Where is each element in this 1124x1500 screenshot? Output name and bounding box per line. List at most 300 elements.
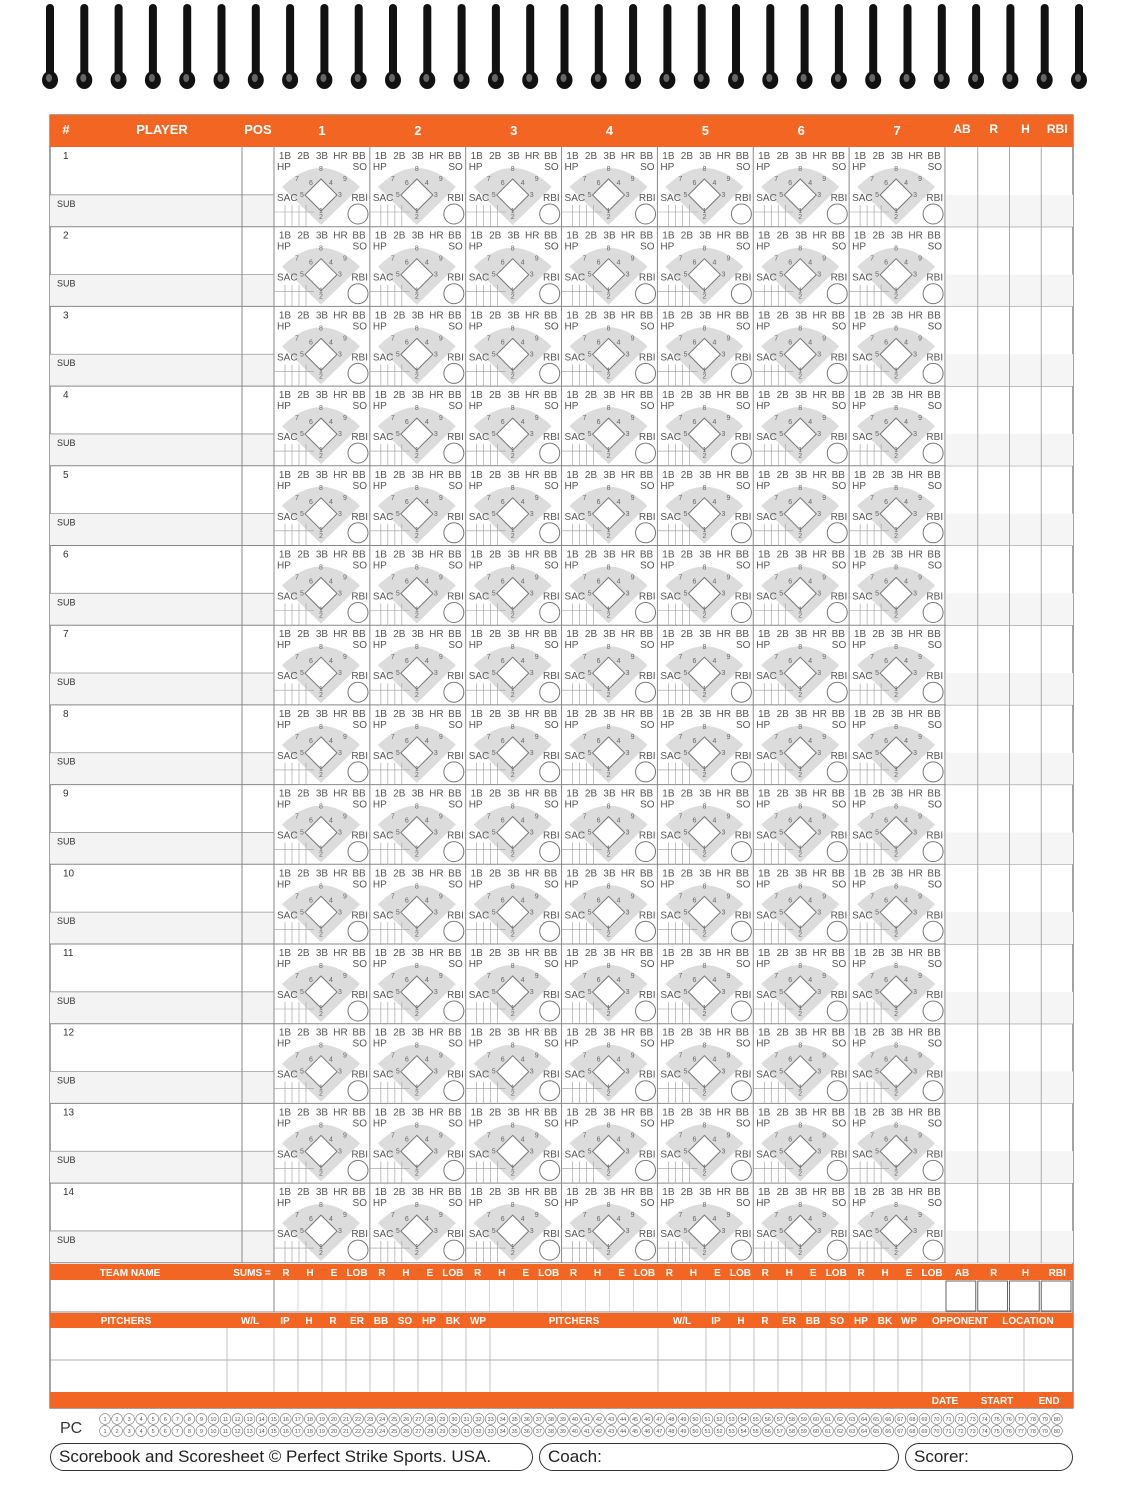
fielder-number: 5 <box>300 1148 304 1156</box>
fielder-number: 1 <box>894 686 899 694</box>
hit-label: 2B <box>680 230 694 242</box>
hit-label: BB <box>352 1027 366 1039</box>
hit-label: HR <box>524 230 540 242</box>
hit-label: BB <box>352 151 366 162</box>
fielder-number: 1 <box>894 208 899 215</box>
rbi-label: RBI <box>447 671 464 683</box>
fielder-number: 9 <box>343 494 347 502</box>
fielder-number: 3 <box>529 192 534 199</box>
fielder-number: 5 <box>779 1228 784 1236</box>
hp-label: HP <box>660 640 675 652</box>
fielder-number: 2 <box>414 373 419 381</box>
sub-row-shade <box>50 832 274 864</box>
pitchers-label-1: PITCHERS <box>100 1316 152 1327</box>
pitch-stat-so: SO <box>829 1316 845 1327</box>
fielder-number: 7 <box>774 1132 779 1140</box>
fielder-number: 8 <box>319 1202 323 1210</box>
fielder-number: 7 <box>870 733 875 741</box>
out-circle <box>827 363 847 383</box>
fielder-number: 6 <box>404 578 409 586</box>
so-label: SO <box>448 321 463 333</box>
hit-label: 1B <box>758 1187 771 1199</box>
sum-stat-lob: LOB <box>538 1268 560 1279</box>
fielder-number: 2 <box>702 532 707 540</box>
at-bat-cell <box>370 629 464 705</box>
fielder-number: 2 <box>510 1011 515 1018</box>
fielder-number: 5 <box>491 271 496 279</box>
fielder-number: 7 <box>486 654 491 662</box>
so-label: SO <box>831 480 847 492</box>
sac-label: SAC <box>372 591 394 603</box>
so-label: SO <box>927 959 943 970</box>
fielder-number: 2 <box>319 612 323 620</box>
so-label: SO <box>735 560 751 572</box>
rbi-label: RBI <box>351 1069 368 1081</box>
fielder-number: 6 <box>692 498 697 506</box>
hit-label: 2B <box>872 788 885 800</box>
fielder-number: 8 <box>702 723 707 731</box>
fielder-number: 7 <box>774 176 779 183</box>
fielder-number: 4 <box>329 419 333 427</box>
hit-label: 3B <box>315 708 329 720</box>
hp-label: HP <box>277 959 291 970</box>
at-bat-cell <box>466 1187 560 1263</box>
fielder-number: 3 <box>625 192 630 199</box>
hit-label: 3B <box>795 390 808 402</box>
out-circle <box>827 443 847 463</box>
hp-label: HP <box>564 401 579 413</box>
fielder-number: 5 <box>683 192 688 199</box>
fielder-number: 6 <box>500 578 505 586</box>
sub-label: SUB <box>57 198 76 209</box>
hit-label: BB <box>544 868 558 880</box>
pc-number: 75 <box>993 1429 1000 1436</box>
hit-label: BB <box>639 948 654 959</box>
fielder-number: 1 <box>702 686 707 694</box>
out-circle <box>923 682 943 702</box>
fielder-number: 8 <box>510 325 515 333</box>
hit-label: BB <box>831 788 845 800</box>
fielder-number: 6 <box>309 1136 313 1144</box>
pc-number: 19 <box>318 1429 325 1436</box>
fielder-number: 3 <box>721 749 726 757</box>
fielder-number: 7 <box>774 654 779 662</box>
hit-label: HR <box>333 390 348 402</box>
pc-number: 25 <box>391 1417 398 1424</box>
pc-number: 26 <box>403 1417 410 1424</box>
hit-label: 2B <box>872 390 885 402</box>
at-bat-cell <box>370 709 464 785</box>
fielder-number: 9 <box>438 1212 443 1220</box>
hit-label: BB <box>448 310 462 322</box>
fielder-number: 4 <box>904 259 909 267</box>
fielder-number: 6 <box>596 658 601 666</box>
sums-background <box>50 1264 1073 1280</box>
pc-number: 61 <box>824 1429 832 1436</box>
fielder-number: 5 <box>683 431 688 439</box>
fielder-number: 1 <box>894 1084 899 1092</box>
fielder-number: 9 <box>918 733 923 741</box>
rbi-label: RBI <box>734 432 752 444</box>
fielder-number: 9 <box>438 494 443 502</box>
sum-stat-e: E <box>905 1268 913 1279</box>
out-circle <box>636 762 656 782</box>
so-label: SO <box>735 719 751 731</box>
fielder-number: 7 <box>774 1212 779 1220</box>
fielder-number: 2 <box>414 532 419 540</box>
fielder-number: 1 <box>319 367 323 375</box>
coach-field[interactable] <box>539 1443 899 1471</box>
so-label: SO <box>448 241 463 253</box>
hit-label: 1B <box>566 310 579 322</box>
fielder-number: 6 <box>404 180 409 187</box>
date-label-date: DATE <box>931 1396 959 1407</box>
at-bat-cell <box>849 310 943 386</box>
at-bat-cell <box>370 550 464 626</box>
hit-label: 1B <box>853 1187 867 1199</box>
hit-label: BB <box>448 629 462 641</box>
rbi-label: RBI <box>447 591 464 603</box>
out-circle <box>444 1240 464 1260</box>
fielder-number: 1 <box>702 208 707 215</box>
fielder-number: 4 <box>520 339 525 347</box>
fielder-number: 4 <box>904 1136 909 1144</box>
fielder-number: 2 <box>894 532 899 540</box>
at-bat-cell <box>562 709 656 785</box>
fielder-number: 5 <box>683 670 688 678</box>
fielder-number: 7 <box>582 1132 587 1140</box>
hit-label: BB <box>639 708 654 720</box>
fielder-number: 3 <box>913 1068 918 1076</box>
so-label: SO <box>831 241 847 253</box>
hit-label: HR <box>429 390 444 402</box>
sac-label: SAC <box>277 272 298 284</box>
fielder-number: 4 <box>904 897 909 905</box>
fielder-number: 8 <box>798 883 803 891</box>
fielder-number: 4 <box>424 977 429 984</box>
fielder-number: 4 <box>808 259 813 267</box>
at-bat-cell <box>657 868 751 944</box>
hit-label: BB <box>735 629 750 641</box>
fielder-number: 8 <box>510 1202 515 1210</box>
hit-label: 3B <box>795 788 808 800</box>
fielder-number: 7 <box>678 415 683 423</box>
pc-number: 50 <box>692 1417 699 1424</box>
hp-label: HP <box>756 799 771 811</box>
hit-label: HR <box>429 629 444 641</box>
fielder-number: 9 <box>534 893 539 901</box>
fielder-number: 4 <box>904 817 909 825</box>
hp-label: HP <box>564 1198 579 1210</box>
scorer-field[interactable] <box>905 1443 1073 1471</box>
hit-label: HR <box>333 629 348 641</box>
at-bat-cell <box>562 789 656 865</box>
date-bar <box>50 1392 1073 1408</box>
so-label: SO <box>448 401 463 413</box>
so-label: SO <box>735 321 751 333</box>
fielder-number: 3 <box>338 909 342 917</box>
hit-label: BB <box>831 1107 845 1119</box>
out-circle <box>636 921 656 941</box>
sac-label: SAC <box>660 1069 681 1081</box>
fielder-number: 9 <box>918 1052 923 1060</box>
hit-label: BB <box>352 310 366 322</box>
hit-label: 2B <box>680 469 694 481</box>
out-circle <box>348 443 368 463</box>
fielder-number: 6 <box>884 180 889 187</box>
out-circle <box>827 284 847 304</box>
fielder-number: 6 <box>404 897 409 905</box>
hit-label: 2B <box>297 708 310 720</box>
hit-label: 1B <box>374 788 387 800</box>
hit-label: BB <box>544 629 558 641</box>
hit-label: HR <box>812 1187 827 1199</box>
hit-label: 1B <box>278 948 292 959</box>
pc-number: 41 <box>583 1429 591 1436</box>
fielder-number: 6 <box>404 259 409 267</box>
hit-label: 3B <box>890 549 904 561</box>
hit-label: 2B <box>297 868 310 880</box>
out-circle <box>444 363 464 383</box>
fielder-number: 3 <box>433 829 438 837</box>
at-bat-cell <box>753 231 847 307</box>
hit-label: HR <box>333 151 348 162</box>
hp-label: HP <box>277 480 291 492</box>
at-bat-cell <box>466 948 560 1024</box>
fielder-number: 1 <box>414 208 419 215</box>
fielder-number: 5 <box>300 192 304 199</box>
out-circle <box>636 682 656 702</box>
fielder-number: 4 <box>904 180 909 187</box>
fielder-number: 8 <box>606 166 611 173</box>
fielder-number: 4 <box>424 1216 429 1224</box>
fielder-number: 5 <box>491 510 496 518</box>
hit-label: HR <box>333 1027 348 1039</box>
pc-number: 39 <box>559 1417 566 1424</box>
fielder-number: 3 <box>529 271 534 279</box>
rbi-label: RBI <box>638 671 656 683</box>
hit-label: 3B <box>603 868 616 880</box>
row-number: 5 <box>63 469 69 481</box>
sac-label: SAC <box>852 1149 873 1161</box>
pc-number: 51 <box>704 1417 711 1424</box>
hit-label: HR <box>620 230 636 242</box>
fielder-number: 4 <box>808 419 813 427</box>
fielder-number: 4 <box>424 180 429 187</box>
row-number: 3 <box>63 310 69 322</box>
fielder-number: 4 <box>616 180 621 187</box>
out-circle <box>636 284 656 304</box>
rbi-label: RBI <box>926 1149 944 1161</box>
pc-number: 38 <box>547 1417 554 1424</box>
hit-label: HR <box>333 948 348 959</box>
hit-label: 3B <box>890 469 904 481</box>
sac-label: SAC <box>564 1069 586 1081</box>
sac-label: SAC <box>852 671 873 683</box>
hit-label: 1B <box>278 1107 292 1119</box>
sac-label: SAC <box>277 750 298 762</box>
hit-label: BB <box>735 948 750 959</box>
fielder-number: 8 <box>702 644 707 652</box>
fielder-number: 9 <box>534 1132 539 1140</box>
fielder-number: 7 <box>678 813 683 821</box>
header-inning-5: 5 <box>701 123 710 138</box>
sac-label: SAC <box>756 432 777 444</box>
rbi-label: RBI <box>926 671 944 683</box>
fielder-number: 5 <box>779 989 784 996</box>
fielder-number: 6 <box>500 419 505 427</box>
fielder-number: 2 <box>894 214 899 221</box>
hit-label: 2B <box>584 1187 598 1199</box>
hp-label: HP <box>564 879 579 891</box>
hit-label: HR <box>524 1107 540 1119</box>
hp-label: HP <box>372 879 387 891</box>
so-label: SO <box>352 1118 367 1130</box>
hit-label: 3B <box>315 868 329 880</box>
pc-number: 65 <box>873 1429 880 1436</box>
hit-label: BB <box>735 151 750 162</box>
hp-label: HP <box>372 162 387 173</box>
rbi-label: RBI <box>543 1229 560 1241</box>
pc-number: 74 <box>981 1429 988 1436</box>
sum-stat-lob: LOB <box>442 1268 464 1279</box>
fielder-number: 4 <box>712 419 717 427</box>
at-bat-cell <box>657 470 751 546</box>
fielder-number: 3 <box>721 510 726 518</box>
fielder-number: 5 <box>779 670 784 678</box>
fielder-number: 3 <box>529 510 534 518</box>
out-circle <box>731 1240 751 1260</box>
hit-label: 1B <box>374 1187 387 1199</box>
sac-label: SAC <box>372 1229 394 1241</box>
fielder-number: 1 <box>702 1005 707 1012</box>
rbi-label: RBI <box>447 910 464 922</box>
hit-label: 2B <box>776 868 789 880</box>
fielder-number: 6 <box>500 1216 505 1224</box>
fielder-number: 8 <box>702 963 707 970</box>
row-number: 1 <box>63 151 69 162</box>
hit-label: 3B <box>890 1107 904 1119</box>
hit-label: 1B <box>853 549 867 561</box>
fielder-number: 6 <box>596 180 601 187</box>
fielder-number: 8 <box>702 1122 707 1130</box>
fielder-number: 2 <box>414 851 419 859</box>
sac-label: SAC <box>852 591 873 603</box>
fielder-number: 1 <box>319 686 323 694</box>
fielder-number: 4 <box>329 180 333 187</box>
hit-label: 2B <box>489 230 502 242</box>
pc-number: 20 <box>330 1417 338 1424</box>
hit-label: 1B <box>374 708 387 720</box>
hit-label: 2B <box>489 708 502 720</box>
hit-label: BB <box>927 549 941 561</box>
fielder-number: 2 <box>798 214 803 221</box>
fielder-number: 2 <box>414 293 419 301</box>
fielder-number: 1 <box>798 925 803 933</box>
pc-number: 72 <box>957 1429 964 1436</box>
header-position: POS <box>244 122 272 137</box>
fielder-number: 5 <box>683 271 688 279</box>
hp-label: HP <box>660 241 675 253</box>
hit-label: 2B <box>297 1187 310 1199</box>
fielder-number: 4 <box>424 737 429 745</box>
hit-label: 3B <box>315 151 329 162</box>
at-bat-cell <box>753 310 847 386</box>
fielder-number: 3 <box>817 271 822 279</box>
sac-label: SAC <box>468 671 490 683</box>
out-circle <box>827 1001 847 1021</box>
fielder-number: 9 <box>534 574 539 582</box>
fielder-number: 2 <box>606 1170 611 1178</box>
fielder-number: 2 <box>798 1011 803 1018</box>
fielder-number: 9 <box>918 255 923 263</box>
hit-label: HR <box>716 708 732 720</box>
pc-number: 4 <box>139 1417 143 1424</box>
fielder-number: 2 <box>319 532 323 540</box>
fielder-number: 8 <box>510 963 515 970</box>
fielder-number: 9 <box>343 1052 347 1060</box>
hit-label: BB <box>639 868 654 880</box>
sac-label: SAC <box>468 1069 490 1081</box>
fielder-number: 2 <box>510 692 515 700</box>
sub-row-shade <box>50 593 274 625</box>
pc-number: 40 <box>571 1417 579 1424</box>
fielder-number: 3 <box>913 1228 918 1236</box>
hit-label: BB <box>352 549 366 561</box>
fielder-number: 6 <box>500 498 505 506</box>
rbi-label: RBI <box>351 432 368 444</box>
hp-label: HP <box>372 640 387 652</box>
fielder-number: 3 <box>529 749 534 757</box>
at-bat-cell <box>657 231 751 307</box>
hp-label: HP <box>277 1118 291 1130</box>
rbi-label: RBI <box>447 193 464 204</box>
hit-label: 1B <box>853 151 867 162</box>
hit-label: BB <box>735 788 750 800</box>
out-circle <box>444 204 464 224</box>
fielder-number: 8 <box>414 1202 419 1210</box>
hit-label: 1B <box>853 868 867 880</box>
hit-label: BB <box>448 1027 462 1039</box>
hit-label: BB <box>639 1027 654 1039</box>
so-label: SO <box>735 401 751 413</box>
fielder-number: 2 <box>606 373 611 381</box>
sac-label: SAC <box>852 352 873 364</box>
at-bat-cell <box>753 550 847 626</box>
fielder-number: 7 <box>678 574 683 582</box>
fielder-number: 5 <box>587 1068 592 1076</box>
fielder-number: 5 <box>587 1228 592 1236</box>
pc-number: 61 <box>824 1417 832 1424</box>
hit-label: HR <box>908 230 923 242</box>
hit-label: 3B <box>315 549 329 561</box>
fielder-number: 6 <box>692 977 697 984</box>
hit-label: HR <box>812 1107 827 1119</box>
pc-number: 71 <box>945 1417 952 1424</box>
so-label: SO <box>735 640 751 652</box>
fielder-number: 8 <box>798 1122 803 1130</box>
hit-label: 1B <box>662 151 675 162</box>
fielder-number: 6 <box>692 339 697 347</box>
fielder-number: 1 <box>606 606 611 614</box>
at-bat-cell <box>753 1107 847 1183</box>
fielder-number: 3 <box>433 1228 438 1236</box>
fielder-number: 6 <box>596 339 601 347</box>
fielder-number: 5 <box>395 1228 400 1236</box>
fielder-number: 1 <box>319 925 323 933</box>
so-label: SO <box>352 241 367 253</box>
hit-label: 2B <box>680 868 694 880</box>
